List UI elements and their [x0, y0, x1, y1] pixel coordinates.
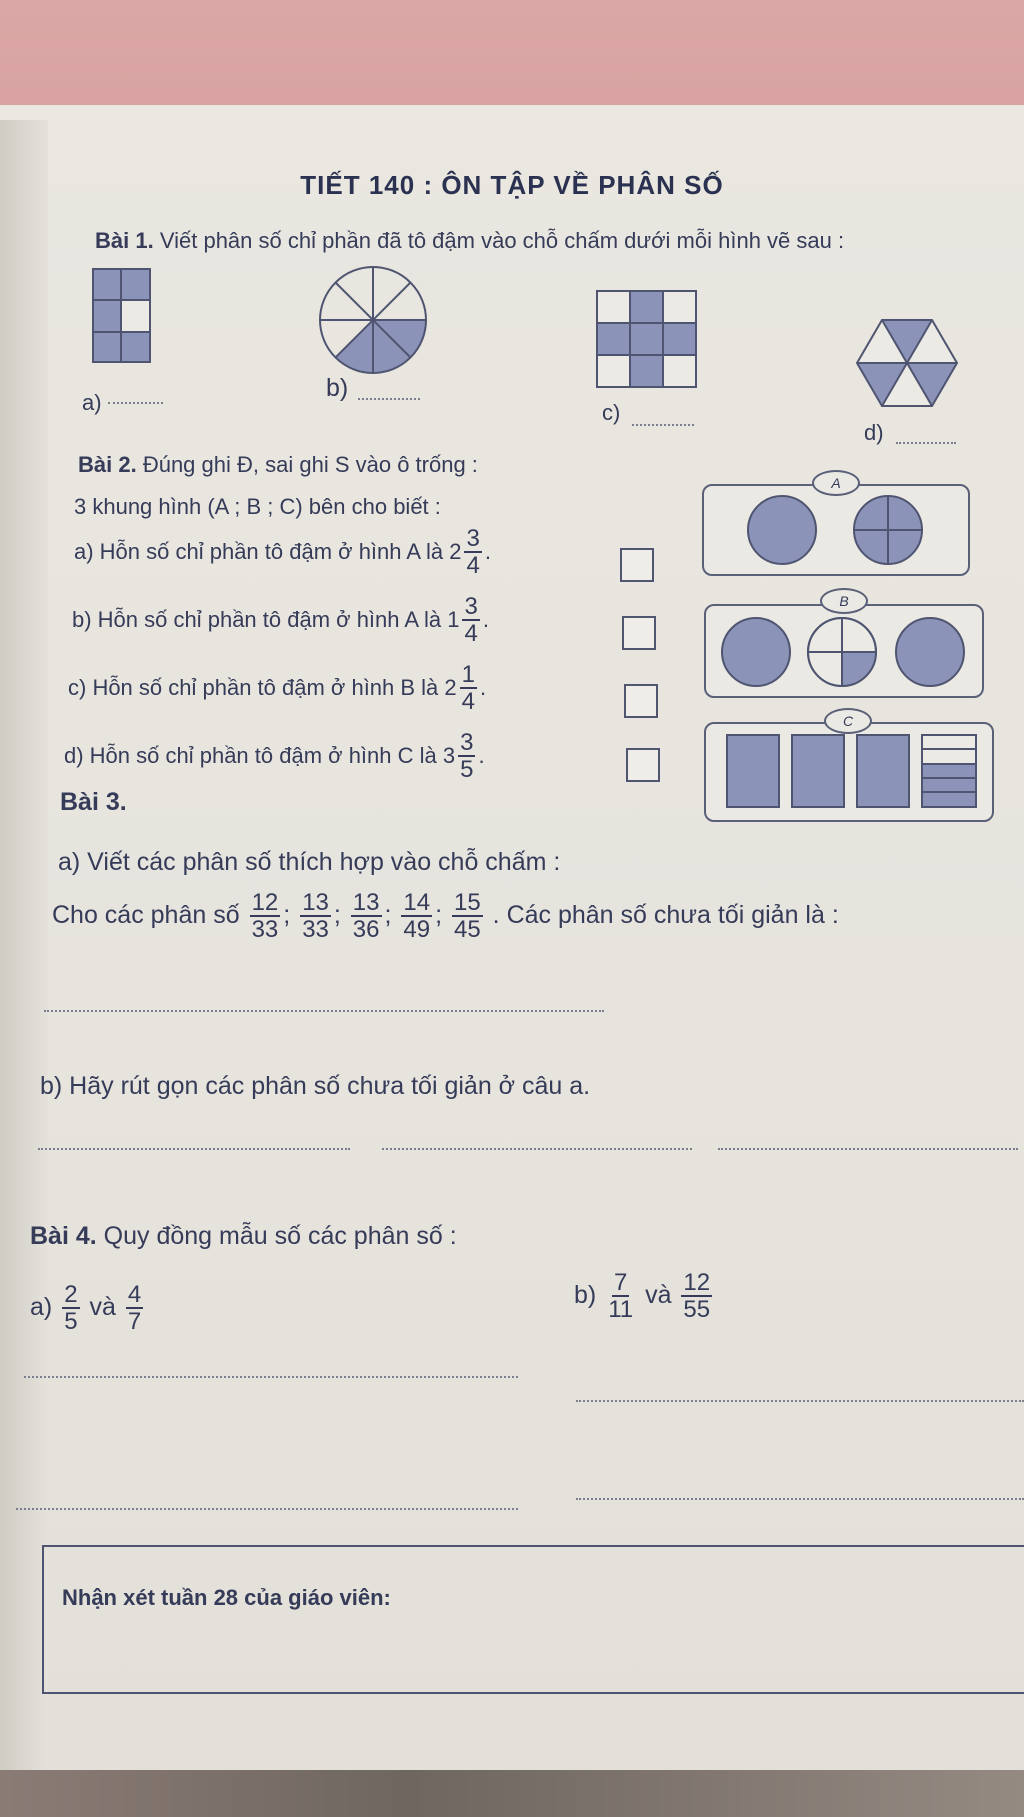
panel-b-tag: B: [820, 588, 868, 614]
denominator: 55: [683, 1296, 711, 1324]
bai1-heading: Bài 1.: [95, 228, 154, 253]
label-c: c): [602, 400, 621, 425]
whole: 3: [442, 743, 456, 769]
answer-box-b[interactable]: [622, 616, 656, 650]
bai2-line: [78, 452, 478, 478]
numerator: 3: [460, 729, 474, 756]
mixed-number-b: 1 $\frac{3}{4}$ .: [447, 593, 489, 648]
teacher-comment-box[interactable]: [42, 1545, 1024, 1694]
panel-b-full-circle-1: [720, 616, 792, 688]
numerator: 12: [683, 1269, 711, 1296]
answer-line-bai3b-3[interactable]: [718, 1148, 1018, 1150]
answer-line-d[interactable]: [896, 442, 956, 444]
bai2-intro: 3 khung hình (A ; B ; C) bên cho biết :: [74, 494, 441, 519]
part-b-label: b): [574, 1280, 597, 1309]
bai2-heading: Bài 2.: [78, 452, 137, 477]
bai1-line: [95, 228, 844, 254]
figure-b-circle: [318, 265, 428, 375]
answer-box-d[interactable]: [626, 748, 660, 782]
figure-a-grid: [92, 268, 152, 364]
answer-line-bai4a-1[interactable]: [24, 1376, 518, 1378]
numerator: 3: [466, 525, 480, 552]
item-a-text: a) Hỗn số chỉ phần tô đậm ở hình A là: [74, 539, 444, 565]
given-prefix: Cho các phân số: [52, 900, 240, 929]
answer-box-c[interactable]: [624, 684, 658, 718]
denominator: 4: [466, 552, 480, 580]
panel-a-tag: A: [812, 470, 860, 496]
teacher-comment-label: Nhận xét tuần 28 của giáo viên:: [62, 1585, 391, 1610]
item-d-text: d) Hỗn số chỉ phần tô đậm ở hình C là: [64, 743, 437, 769]
answer-line-bai4a-2[interactable]: [16, 1508, 518, 1510]
bai3-given-line: Cho các phân số $\frac{12}{33}$ ; $\frac{13}{33}$ ; $\frac{13}{36}$ ; $\frac{14}{49}$ ; $\frac{15}{45}$ . Các phân số chưa tối giản là :: [52, 889, 839, 944]
denominator: 33: [251, 916, 279, 944]
denominator: 4: [461, 688, 476, 716]
answer-line-bai4b-1[interactable]: [576, 1400, 1024, 1402]
numerator: 12: [251, 889, 279, 916]
numerator: 14: [403, 889, 431, 916]
bai4-heading: Bài 4.: [30, 1222, 97, 1250]
denominator: 36: [352, 916, 380, 944]
mixed-number-d: 3 $\frac{3}{5}$ .: [442, 729, 485, 784]
bai4-part-a: [30, 1282, 146, 1334]
numerator: 2: [64, 1281, 78, 1308]
bai4-instruction: Quy đồng mẫu số các phân số :: [103, 1222, 457, 1250]
whole: 2: [444, 675, 457, 701]
bai2-instruction: Đúng ghi Đ, sai ghi S vào ô trống :: [142, 452, 478, 477]
part-a-label: a): [30, 1292, 53, 1321]
bai2-item-d: [64, 730, 485, 782]
numerator: 4: [127, 1281, 142, 1308]
denominator: 7: [127, 1308, 142, 1336]
denominator: 11: [608, 1296, 634, 1324]
mixed-number-a: 2 $\frac{3}{4}$ .: [449, 525, 491, 580]
denominator: 4: [464, 620, 478, 648]
bai3-part-b: b) Hãy rút gọn các phân số chưa tối giản ở câu a.: [40, 1072, 591, 1100]
numerator: 1: [461, 661, 476, 688]
panel-b: [704, 604, 984, 698]
denominator: 49: [403, 916, 431, 944]
label-a: a): [82, 390, 102, 415]
panel-a-full-circle: [746, 494, 818, 566]
denominator: 45: [454, 916, 481, 944]
table-surface: [0, 1770, 1024, 1817]
bai2-item-b: [72, 594, 489, 646]
answer-line-bai4b-2[interactable]: [576, 1498, 1024, 1500]
answer-line-a[interactable]: [108, 402, 163, 404]
bai4-part-b: [574, 1270, 715, 1322]
answer-line-bai3b-2[interactable]: [382, 1148, 692, 1150]
panel-c: [704, 722, 994, 822]
bai4-line: [30, 1222, 457, 1251]
answer-box-a[interactable]: [620, 548, 654, 582]
whole: 1: [447, 607, 460, 633]
and-word: và: [89, 1292, 116, 1321]
bai3-heading: Bài 3.: [60, 788, 127, 816]
given-suffix: . Các phân số chưa tối giản là :: [492, 900, 839, 929]
whole: 2: [449, 539, 462, 565]
bai3-part-a: a) Viết các phân số thích hợp vào chỗ chấm :: [58, 848, 561, 876]
numerator: 3: [464, 593, 478, 620]
numerator: 15: [454, 889, 481, 916]
page-title: TIẾT 140 : ÔN TẬP VỀ PHÂN SỐ: [300, 170, 724, 200]
label-d: d): [864, 420, 884, 445]
denominator: 33: [302, 916, 329, 944]
answer-line-b[interactable]: [358, 398, 420, 400]
bai1-instruction: Viết phân số chỉ phần đã tô đậm vào chỗ chấm dưới mỗi hình vẽ sau :: [159, 228, 845, 253]
answer-line-c[interactable]: [632, 424, 694, 426]
panel-a-quarter-circle: [852, 494, 924, 566]
numerator: 13: [352, 889, 380, 916]
panel-a: [702, 484, 970, 576]
denominator: 5: [64, 1308, 78, 1336]
panel-c-tag: C: [824, 708, 872, 734]
panel-b-full-circle-2: [894, 616, 966, 688]
figure-d-hexagon: [855, 318, 959, 408]
panel-b-quarter-circle: [806, 616, 878, 688]
mixed-number-c: 2 $\frac{1}{4}$ .: [444, 661, 487, 716]
item-c-text: c) Hỗn số chỉ phần tô đậm ở hình B là: [68, 675, 439, 701]
label-b: b): [326, 374, 349, 402]
page-spine-shadow: [0, 120, 48, 1770]
panel-c-rectangles: [726, 734, 982, 808]
numerator: 13: [302, 889, 329, 916]
bai2-item-a: [74, 526, 491, 578]
bai2-item-c: [68, 662, 486, 714]
figure-c-grid: [596, 290, 698, 388]
denominator: 5: [460, 756, 474, 784]
numerator: 7: [613, 1269, 628, 1296]
item-b-text: b) Hỗn số chỉ phần tô đậm ở hình A là: [72, 607, 442, 633]
answer-line-bai3a[interactable]: [44, 1010, 604, 1012]
answer-line-bai3b-1[interactable]: [38, 1148, 350, 1150]
and-word: và: [645, 1280, 672, 1309]
